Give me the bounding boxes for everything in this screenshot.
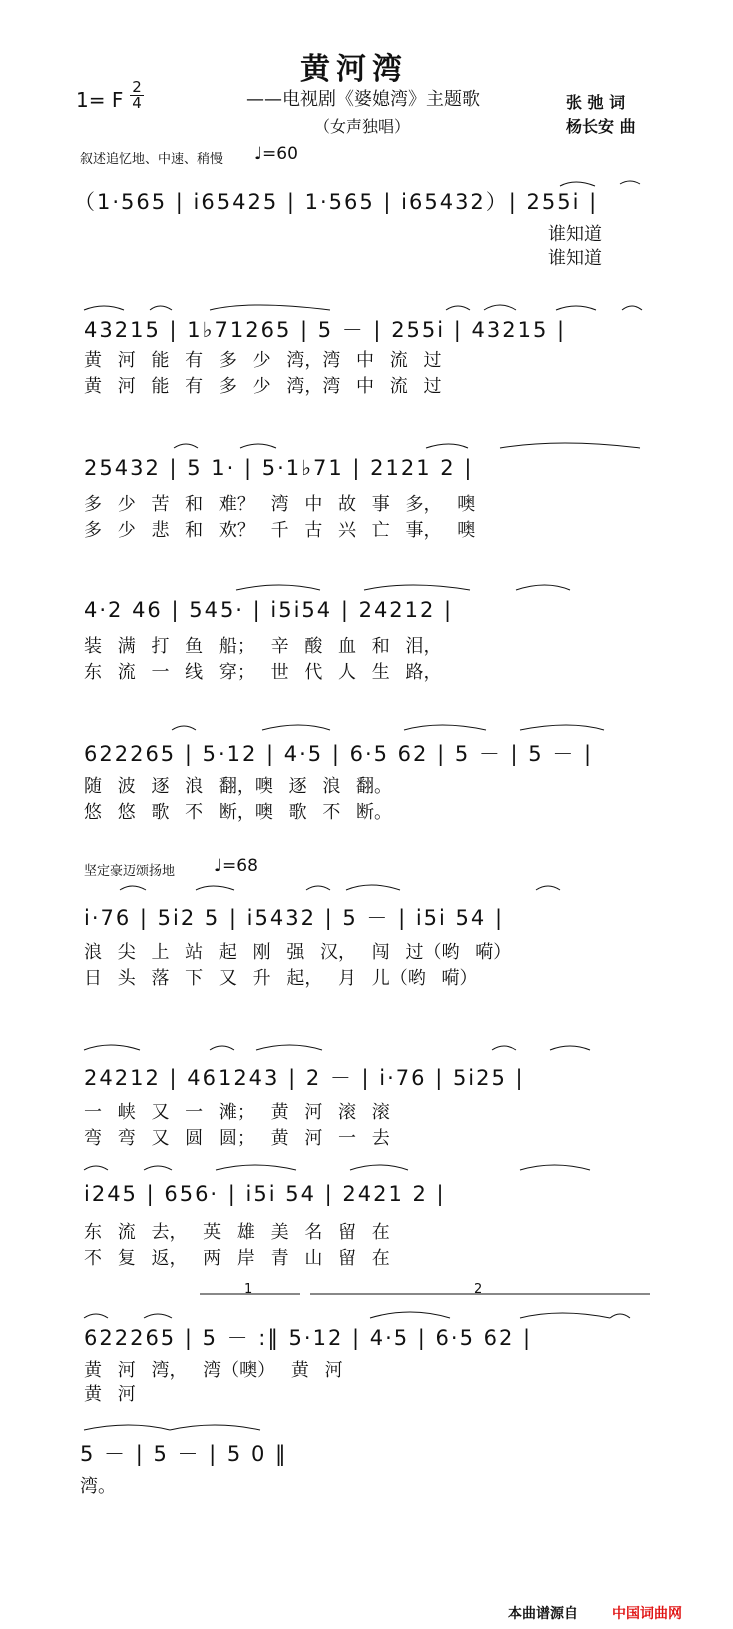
row-2-lyrics-verse-1: 黄 河 能 有 多 少 湾，湾 中 流 过 <box>84 350 442 371</box>
row-9-lyrics-verse-2: 黄 河 <box>84 1384 136 1405</box>
volta-2-label: 2 <box>474 1282 483 1297</box>
score-row-3 <box>0 440 733 540</box>
score-row-4 <box>0 580 733 683</box>
score-row-9 <box>0 1280 733 1405</box>
expression-mark-1: 叙述追忆地、中速、稍慢 <box>80 152 224 167</box>
row-2-lyrics-verse-2: 黄 河 能 有 多 少 湾，湾 中 流 过 <box>84 376 442 397</box>
row-8-lyrics-verse-1: 东 流 去， 英 雄 美 名 留 在 <box>84 1222 390 1243</box>
row-6-lyrics-verse-1: 浪 尖 上 站 起 刚 强 汉， 闯 过（哟 嗬） <box>84 942 512 963</box>
row-1-lyrics-verse-1: 谁知道 <box>548 224 602 245</box>
source-label: 本曲谱源自 <box>508 1606 578 1622</box>
row-10-lyrics-verse-1: 湾。 <box>80 1476 116 1497</box>
row-5-lyrics-verse-2: 悠 悠 歌 不 断，噢 歌 不 断。 <box>84 802 393 823</box>
row-7-lyrics-verse-1: 一 峡 又 一 滩； 黄 河 滚 滚 <box>84 1102 390 1123</box>
row-6-notation: i·76 | 5i2 5 | i5432 | 5 － | i5i 54 | <box>84 906 505 930</box>
score-row-5 <box>0 720 733 823</box>
score-row-2 <box>0 300 733 400</box>
row-5-notation: 622265 | 5·12 | 4·5 | 6·5 62 | 5 － | 5 － | <box>84 742 594 766</box>
key-signature: 1= F <box>76 88 124 112</box>
row-10-notation: 5 － | 5 － | 5 0 ‖ <box>80 1442 288 1466</box>
row-6-lyrics-verse-2: 日 头 落 下 又 升 起， 月 儿（哟 嗬） <box>84 968 478 989</box>
performer: （女声独唱） <box>314 117 411 136</box>
expression-mark-2: 坚定豪迈颂扬地 <box>84 864 176 879</box>
score-row-1 <box>0 178 733 268</box>
source-site-link[interactable]: 中国词曲网 <box>612 1606 682 1622</box>
row-4-lyrics-verse-2: 东 流 一 线 穿； 世 代 人 生 路， <box>84 662 442 683</box>
row-2-notation: 43215 | 1♭71265 | 5 － | 255i | 43215 | <box>84 318 567 342</box>
row-7-notation: 24212 | 461243 | 2 － | i·76 | 5i25 | <box>84 1066 525 1090</box>
row-7-lyrics-verse-2: 弯 弯 又 圆 圆； 黄 河 一 去 <box>84 1128 390 1149</box>
time-signature-bottom: 4 <box>130 95 144 110</box>
row-3-notation: 25432 | 5 1· | 5·1♭71 | 2121 2 | <box>84 456 474 480</box>
row-9-notation: 622265 | 5 － :‖ 5·12 | 4·5 | 6·5 62 | <box>84 1326 533 1350</box>
row-3-lyrics-verse-2: 多 少 悲 和 欢？ 千 古 兴 亡 事， 噢 <box>84 520 476 541</box>
score-row-8 <box>0 1160 733 1270</box>
tempo-mark-2: ♩=68 <box>214 856 258 876</box>
song-title: 黄河湾 <box>300 52 408 87</box>
row-1-lyrics-verse-2: 谁知道 <box>548 248 602 269</box>
row-5-lyrics-verse-1: 随 波 逐 浪 翻，噢 逐 浪 翻。 <box>84 776 393 797</box>
time-signature <box>130 80 144 110</box>
row-8-lyrics-verse-2: 不 复 返， 两 岸 青 山 留 在 <box>84 1248 390 1269</box>
score-row-6 <box>0 880 733 990</box>
row-9-lyrics-verse-1: 黄 河 湾， 湾（噢） 黄 河 <box>84 1360 343 1381</box>
row-1-notation: （1·565 | i65425 | 1·565 | i65432）| 255i | <box>74 190 599 214</box>
subtitle: ——电视剧《婆媳湾》主题歌 <box>246 89 480 110</box>
tempo-mark-1: ♩=60 <box>254 144 298 164</box>
row-8-notation: i245 | 656· | i5i 54 | 2421 2 | <box>84 1182 446 1206</box>
row-4-notation: 4·2 46 | 545· | i5i54 | 24212 | <box>84 598 454 622</box>
volta-1-label: 1 <box>244 1282 253 1297</box>
lyricist-credit: 张 弛 词 <box>566 93 626 112</box>
time-signature-top: 2 <box>132 78 142 96</box>
score-row-10 <box>0 1420 733 1510</box>
score-row-7 <box>0 1040 733 1150</box>
row-3-lyrics-verse-1: 多 少 苦 和 难？ 湾 中 故 事 多， 噢 <box>84 494 476 515</box>
row-4-lyrics-verse-1: 装 满 打 鱼 船； 辛 酸 血 和 泪， <box>84 636 442 657</box>
composer-credit: 杨长安 曲 <box>566 117 636 136</box>
